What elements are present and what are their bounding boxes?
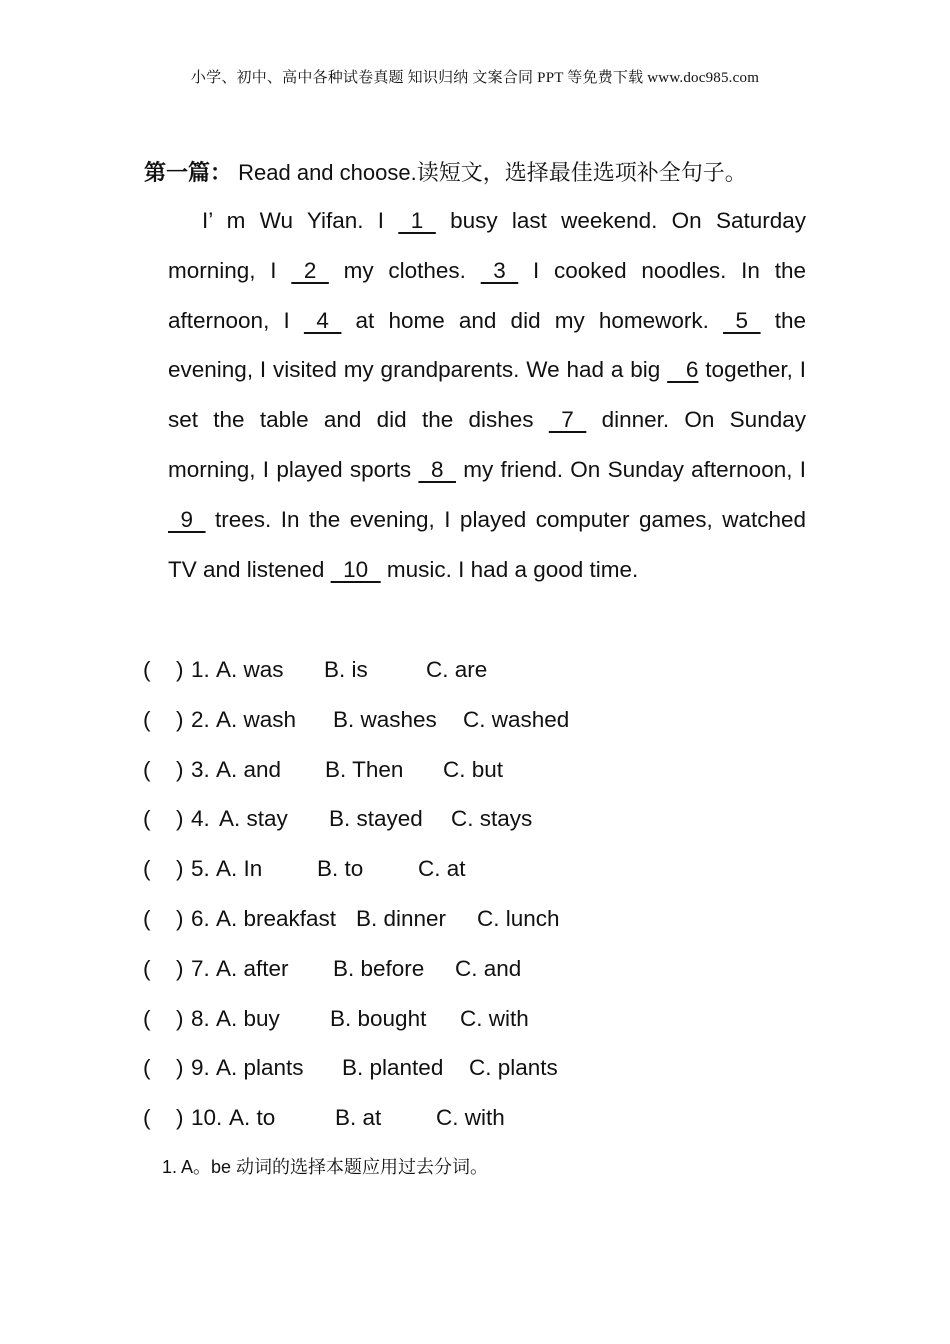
question-item	[143, 745, 843, 795]
question-number: 1.	[191, 657, 210, 682]
section-title	[144, 156, 747, 187]
option-c: C. but	[443, 756, 504, 782]
blank-3: 3	[480, 257, 519, 283]
passage-text: my clothes.	[328, 257, 481, 283]
answer-paren-open: (	[143, 1005, 151, 1031]
question-number: 6.	[191, 905, 210, 931]
question-number: 9.	[191, 1055, 210, 1081]
option-b: B. washes	[333, 706, 437, 732]
question-number: 10.	[191, 1105, 223, 1131]
answer-paren-close: )	[176, 1105, 184, 1131]
blank-8: 8	[418, 456, 456, 482]
answer-paren-close: )	[176, 806, 184, 832]
option-a: A. after	[216, 955, 289, 981]
question-item	[143, 994, 843, 1044]
question-list	[143, 645, 843, 1143]
answer-explanation: 1. A。be 动词的选择本题应用过去分词。	[162, 1157, 489, 1177]
answer-paren-close: )	[176, 955, 184, 981]
answer-paren-open: (	[143, 1055, 151, 1081]
passage-text: at home and did my homework.	[341, 307, 724, 333]
answer-paren-close: )	[176, 706, 184, 732]
option-a: A. to	[229, 1105, 276, 1131]
option-b: B. Then	[325, 756, 404, 782]
page-header: 小学、初中、高中各种试卷真题 知识归纳 文案合同 PPT 等免费下载 www.doc985.com	[190, 70, 760, 86]
question-number: 8.	[191, 1005, 210, 1031]
option-b: B. before	[333, 955, 425, 981]
section-instruction: Read and choose.读短文，选择最佳选项补全句子。	[232, 160, 747, 185]
answer-paren-open: (	[143, 657, 151, 682]
answer-paren-open: (	[143, 806, 151, 832]
answer-paren-open: (	[143, 706, 151, 732]
option-c: C. washed	[463, 706, 570, 732]
option-c: C. with	[436, 1105, 505, 1131]
passage-text: my friend. On Sunday afternoon, I	[455, 456, 806, 482]
answer-paren-close: )	[176, 657, 184, 682]
question-number: 4.	[191, 806, 210, 832]
passage-text: busy last weekend. On Saturday morning, I	[168, 208, 806, 283]
answer-paren-open: (	[143, 1105, 151, 1131]
passage-text: I cooked noodles. In the afternoon, I	[168, 257, 806, 333]
option-a: A. and	[216, 756, 282, 782]
reading-passage	[168, 196, 806, 594]
option-a: A. buy	[216, 1005, 280, 1031]
option-c: C. stays	[451, 806, 533, 832]
blank-1: 1	[398, 208, 436, 233]
section-label: 第一篇：	[144, 160, 233, 185]
answer-paren-open: (	[143, 756, 151, 782]
passage-text: trees. In the evening, I played computer games, watched TV and listened	[168, 506, 806, 582]
passage-text: music. I had a good time.	[380, 556, 639, 582]
option-a: A. wash	[216, 706, 297, 732]
answer-paren-close: )	[176, 756, 184, 782]
option-c: C. lunch	[477, 905, 560, 931]
passage-text: dinner. On Sunday morning, I played sports	[168, 407, 806, 482]
question-number: 3.	[191, 756, 210, 782]
blank-5: 5	[723, 307, 761, 333]
passage-text: together, I set the table and did the dishes	[168, 357, 806, 433]
option-c: C. with	[460, 1005, 529, 1031]
answer-paren-close: )	[176, 1055, 184, 1081]
option-a: A. stay	[219, 806, 288, 832]
option-b: B. planted	[342, 1055, 444, 1081]
answer-paren-close: )	[176, 905, 184, 931]
answer-paren-close: )	[176, 1005, 184, 1031]
blank-4: 4	[303, 307, 342, 333]
answer-paren-open: (	[143, 856, 151, 882]
passage-text: the evening, I visited my grandparents. We had a big	[168, 307, 806, 383]
question-item	[143, 794, 843, 844]
question-item	[143, 1093, 843, 1143]
option-a: A. In	[216, 856, 263, 882]
option-b: B. at	[335, 1105, 382, 1131]
question-number: 2.	[191, 706, 210, 732]
question-item	[143, 944, 843, 994]
blank-7: 7	[548, 407, 587, 433]
option-c: C. plants	[469, 1055, 558, 1081]
blank-2: 2	[291, 257, 329, 283]
blank-6: 6	[667, 357, 699, 383]
question-item	[143, 645, 843, 695]
option-a: A. breakfast	[216, 905, 337, 931]
question-item	[143, 844, 843, 894]
option-c: C. and	[455, 955, 522, 981]
question-number: 7.	[191, 955, 210, 981]
question-item	[143, 1043, 843, 1093]
answer-paren-open: (	[143, 905, 151, 931]
option-b: B. to	[317, 856, 364, 882]
option-c: C. are	[426, 657, 488, 682]
option-b: B. bought	[330, 1005, 427, 1031]
option-a: A. plants	[216, 1055, 304, 1081]
question-number: 5.	[191, 856, 210, 882]
passage-text: I’ m Wu Yifan. I	[202, 208, 399, 233]
question-item	[143, 695, 843, 745]
question-item	[143, 894, 843, 944]
answer-paren-open: (	[143, 955, 151, 981]
blank-10: 10	[330, 556, 381, 582]
option-c: C. at	[418, 856, 466, 882]
option-b: B. is	[324, 657, 368, 682]
option-b: B. dinner	[356, 905, 447, 931]
answer-paren-close: )	[176, 856, 184, 882]
option-b: B. stayed	[329, 806, 423, 832]
blank-9: 9	[168, 506, 206, 532]
option-a: A. was	[216, 657, 284, 682]
